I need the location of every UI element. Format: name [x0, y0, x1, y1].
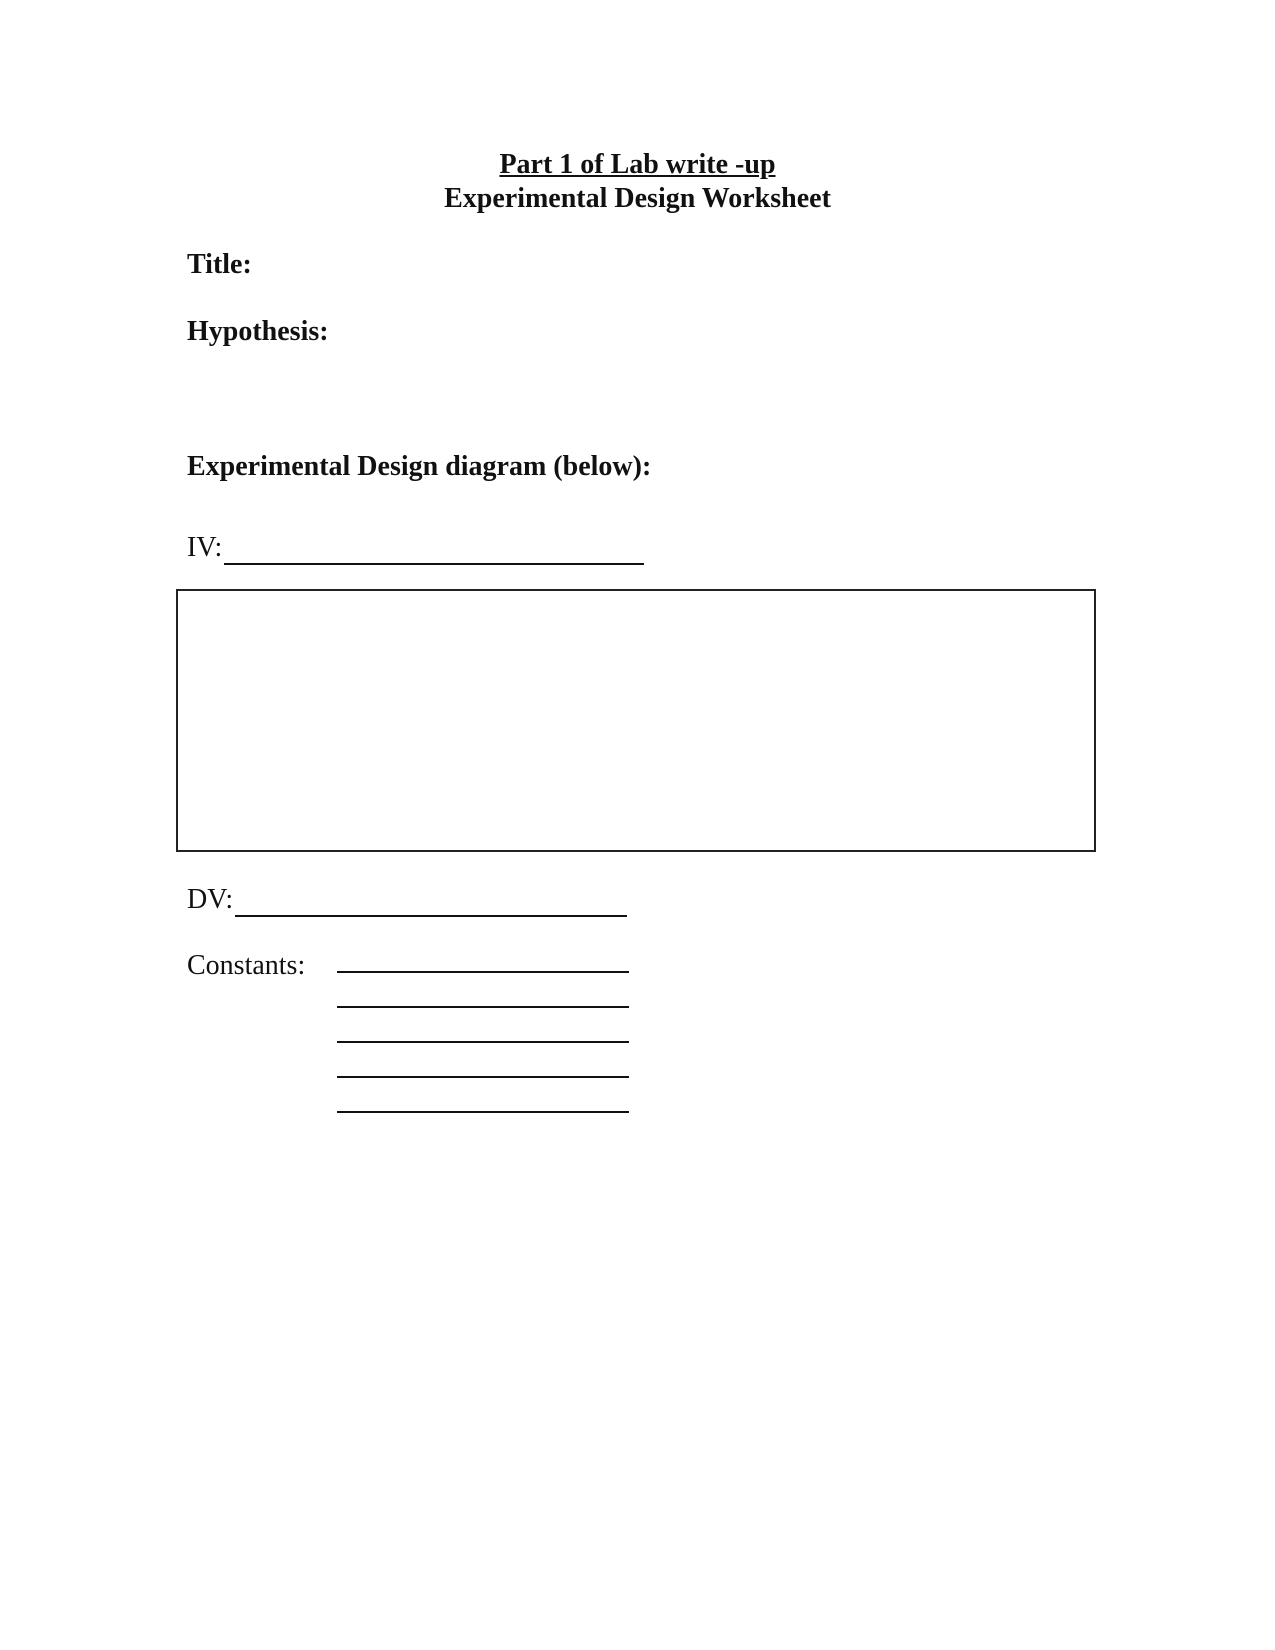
worksheet-header-title: Experimental Design Worksheet: [444, 183, 831, 214]
constant-answer-line[interactable]: [337, 1006, 629, 1008]
hypothesis-label: Hypothesis:: [187, 316, 329, 347]
iv-label: IV:: [187, 532, 223, 563]
constant-answer-line[interactable]: [337, 1076, 629, 1078]
constants-label: Constants:: [187, 950, 306, 981]
iv-answer-line[interactable]: [224, 539, 644, 565]
dv-label: DV:: [187, 884, 234, 915]
constant-answer-line[interactable]: [337, 1041, 629, 1043]
title-label: Title:: [187, 249, 252, 280]
iv-field: [187, 531, 644, 565]
design-diagram-box[interactable]: [176, 589, 1096, 852]
constant-answer-line[interactable]: [337, 971, 629, 973]
dv-field: [187, 883, 627, 917]
dv-answer-line[interactable]: [235, 891, 627, 917]
worksheet-header-part: Part 1 of Lab write -up: [499, 149, 776, 180]
design-diagram-label: Experimental Design diagram (below):: [187, 451, 652, 482]
constant-answer-line[interactable]: [337, 1111, 629, 1113]
